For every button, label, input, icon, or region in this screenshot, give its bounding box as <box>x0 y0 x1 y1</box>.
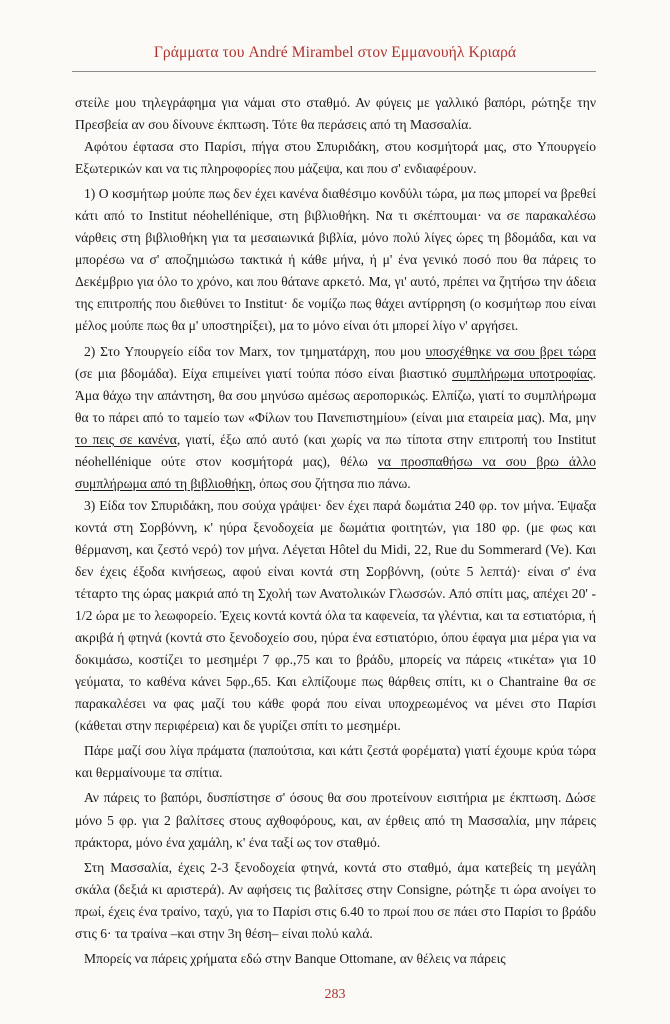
page-number: 283 <box>324 987 346 1002</box>
underlined-phrase: το πεις σε κανένα <box>75 431 177 447</box>
body-text <box>75 92 596 970</box>
text-run: (σε μια βδομάδα). Είχα επιμείνει γιατί τούπα πόσο είναι βιαστικό <box>75 365 453 381</box>
text-run: 2) Στο Υπουργείο είδα τον Marx, τον τμηματάρχη, που μου <box>84 343 426 359</box>
text-run: . Άμα θάχω την απάντηση, θα σου μηνύσω αμέσως αεροπορικώς. Ελπίζω, γιατί το συμπλήρωμα θα το πάρει από το ταμείο των «Φίλων του Πανεπιστημίου» (είναι μια εταιρεία μας). Μα, μην <box>75 365 596 425</box>
paragraph-marseille: Στη Μασσαλία, έχεις 2-3 ξενοδοχεία φτηνά, κοντά στο σταθμό, άμα κατεβείς τη μεγάλη σκάλα (δεξιά κι αριστερά). Αν αφήσεις τις βαλίτσες στην Consigne, ρώτηξε τι ώρα ανοίγει το πρωί, έχεις ένα τραίνο, ταχύ, για το Παρίσι στις 6.40 το πρωί που σε πάει στο Παρίσι το βράδυ στις 6· τα τραίνα –και στην 3η θέση– είναι πολύ καλά. <box>75 859 596 941</box>
paragraph-item-3: 3) Είδα τον Σπυριδάκη, που σούχα γράψει· δεν έχει παρά δωμάτια 240 φρ. τον μήνα. Έψαξα κοντά στη Σορβόννη, κ' ηύρα ξενοδοχεία με δωμάτια φοιτητών, για 180 φρ. (με φως και θέρμανση, και ζεστό νερό) τον μήνα. Λέγεται Hôtel du Midi, 22, Rue du Sommerard (Ve). Και δεν έχεις έξοδα κινήσεως, αφού είναι κοντά στη Σορβόννη, (ούτε 5 λεπτά)· είναι σ' ένα τέταρτο της ώρας μακριά από τη Σχολή των Ανατολικών Γλωσσών. Από σπίτι μας, απέχει 20' - 1/2 ώρα με το λεωφορείο. Έχεις κοντά κοντά όλα τα καφενεία, τα γλέντια, και τα εστιατόρια, ή ακριβά ή φτηνά (κοντά στο ξενοδοχείο σου, ηύρα ένα εστιατόριο, όπου έφαγα μια μέρα για να δοκιμάσω, κοστίζει το μεσημέρι 7 φρ.,75 και το βράδυ, μπορείς να πάρεις «τικέτα» για 10 γεύματα, το καθένα κάνει 5φρ.,65. Και ελπίζουμε πως θάρθεις σπίτι, κι ο Chantraine θα σε παρακαλέσει να φας μαζί του κάθε φορά που είναι υποχρεωμένος να μένει στο Παρίσι (κάθεται στην περιφέρεια) και δε γυρίζει σπίτι το μεσημέρι. <box>75 497 596 734</box>
paragraph-item-1: 1) Ο κοσμήτωρ μούπε πως δεν έχει κανένα διαθέσιμο κονδύλι τώρα, μα πως μπορεί να βρεθεί κάτι από το Institut néohellénique, στη βιβλιοθήκη. Να τι σκέπτουμαι· να σε παρακαλέσω νάρθεις στη βιβλιοθήκη για τα μεσαιωνικά βιβλία, μόνο πολύ λίγες ώρες τη βδομάδα, και να μπορέσω να σ' αποζημιώσω τακτικά ή κάθε μήνα, ή μ' ένα γενικό ποσό που θα πάρεις το Δεκέμβριο για όλο το χρόνο, και που θάτανε αρκετό. Μα, γι' αυτό, πρέπει να ζητήσω την άδεια της επιτροπής που διεθύνει το Institut· δε νομίζω πως θάχει αντίρρηση (ο κοσμήτωρ που είναι μέλος μούπε πως θα μ' υποστηρίξει), μα το μόνο είναι ότι μπορεί λίγο ν' αργήσει. <box>75 186 596 334</box>
underlined-phrase: υποσχέθηκε να σου βρει τώρα <box>425 343 596 359</box>
paragraph-paris-visit: Αφότου έφτασα στο Παρίσι, πήγα στου Σπυριδάκη, στου κοσμήτορά μας, στο Υπουργείο Εξωτερικών και να τις πληροφορίες που μάζεψα, και που σ' ενδιαφέρουν. <box>75 139 596 177</box>
paragraph-item-2 <box>75 341 596 495</box>
header-rule <box>72 71 596 72</box>
underlined-phrase: να προσπαθήσω να σου βρω άλλο συμπλήρωμα από τη βιβλιοθήκη <box>75 453 596 491</box>
text-run: , όπως σου ζήτησα πιο πάνω. <box>252 475 411 491</box>
running-head: Γράμματα του André Mirambel στον Εμμανουήλ Κριαρά <box>153 44 517 61</box>
underlined-phrase: συμπλήρωμα υποτροφίας <box>452 365 593 381</box>
paragraph-bank: Μπορείς να πάρεις χρήματα εδώ στην Banque Ottomane, αν θέλεις να πάρεις <box>84 950 506 966</box>
paragraph-continuation: στείλε μου τηλεγράφημα για νάμαι στο σταθμό. Αν φύγεις με γαλλικό βαπόρι, ρώτηξε την Πρεσβεία αν σου δίνουνε έκπτωση. Τότε θα περάσεις από τη Μασσαλία. <box>75 95 596 133</box>
paragraph-packing: Πάρε μαζί σου λίγα πράματα (παπούτσια, και κάτι ζεστά φορέματα) γιατί έχουμε κρύα τώρα και θερμαίνουμε τα σπίτια. <box>75 743 596 781</box>
paragraph-ship-advice: Αν πάρεις το βαπόρι, δυσπίστησε σ' όσους θα σου προτείνουν εισιτήρια με έκπτωση. Δώσε μόνο 5 φρ. για 2 βαλίτσες στους αχθοφόρους, και, αν έρθεις από τη Μασσαλία, μην πάρεις πράκτορα, μόνο ένα χαμάλη, κ' ένα ταξί ως τον σταθμό. <box>75 790 596 850</box>
text-run: , γιατί, έξω από αυτό (και χωρίς να πω τίποτα στην επιτροπή του Institut néohellénique ούτε στον κοσμήτορά μας), θέλω <box>75 431 596 469</box>
